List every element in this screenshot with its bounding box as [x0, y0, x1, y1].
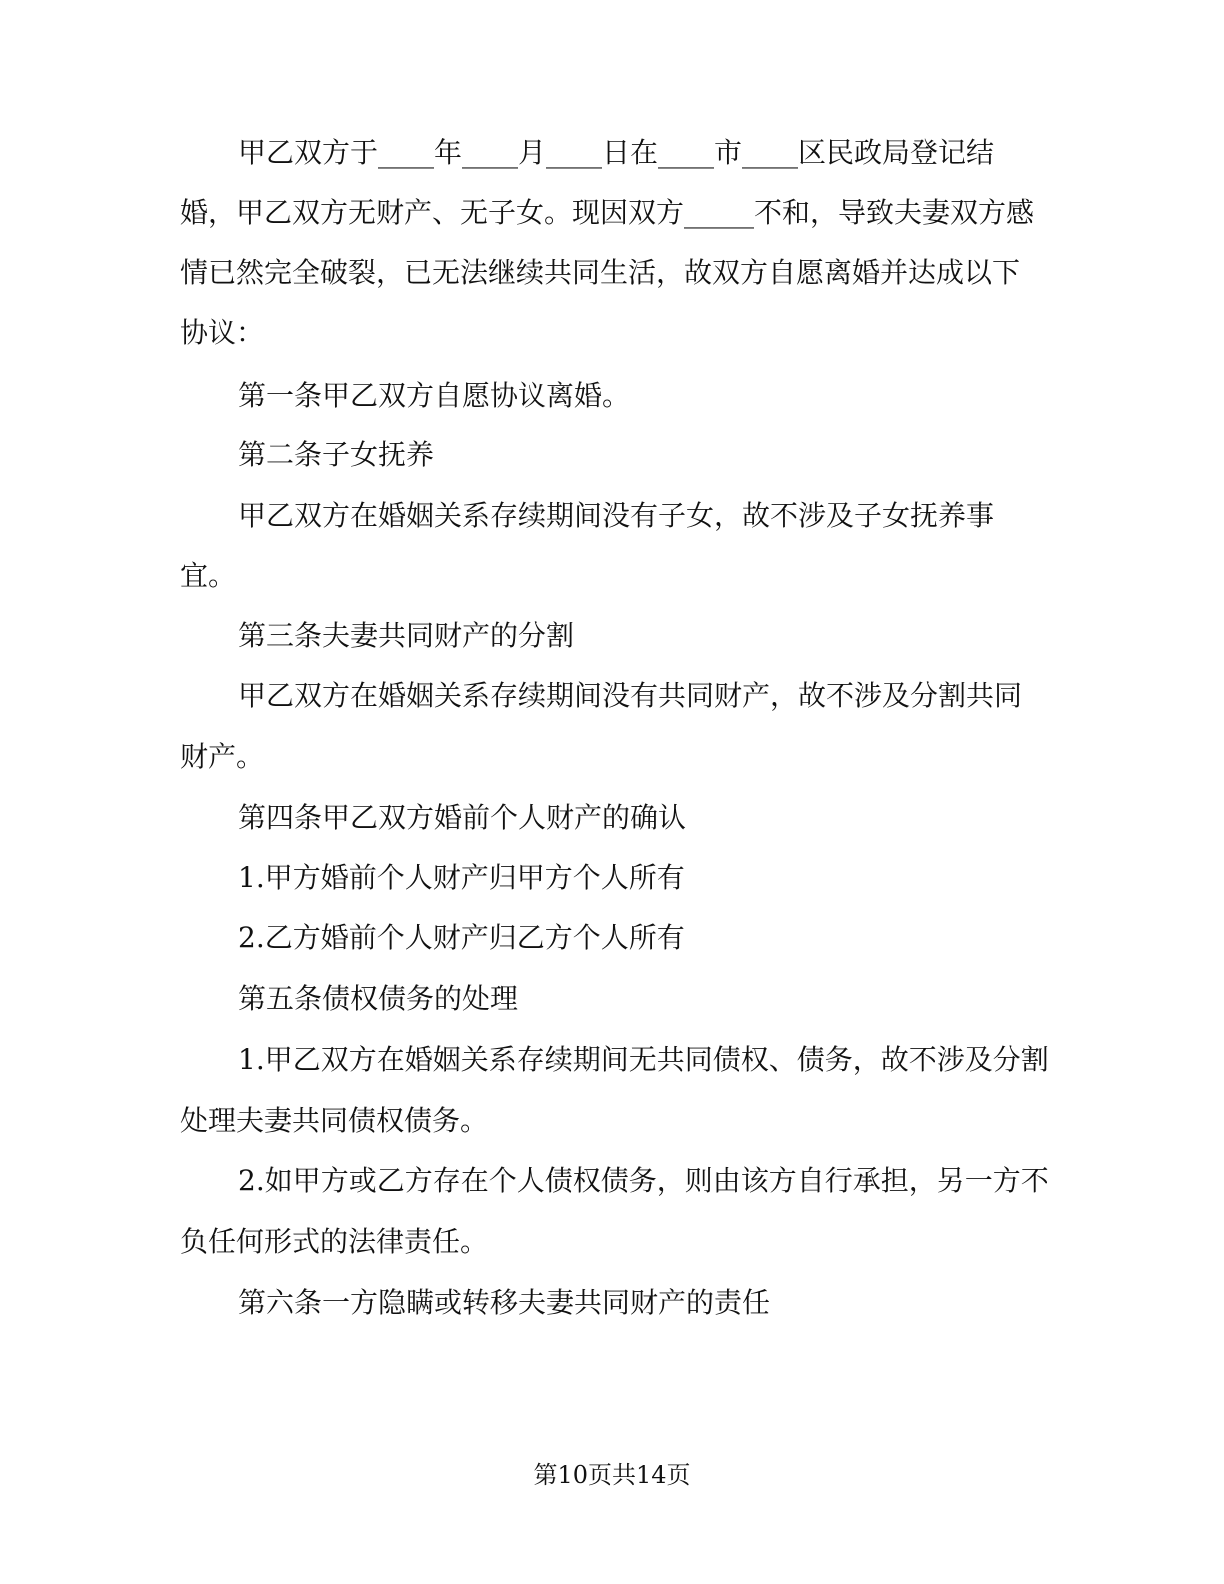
- article-heading: 第四条甲乙双方婚前个人财产的确认: [238, 801, 687, 834]
- text-line: 协议：: [180, 316, 265, 349]
- text-line: 情已然完全破裂，已无法继续共同生活，故双方自愿离婚并达成以下: [180, 256, 1021, 289]
- text-line: 甲乙双方于____年____月____日在____市____区民政局登记结: [238, 136, 995, 169]
- article-heading: 第六条一方隐瞒或转移夫妻共同财产的责任: [238, 1286, 771, 1319]
- article-heading: 第五条债权债务的处理: [238, 982, 519, 1015]
- list-item: 1.甲乙双方在婚姻关系存续期间无共同债权、债务，故不涉及分割: [238, 1043, 1049, 1076]
- list-item: 2.乙方婚前个人财产归乙方个人所有: [238, 921, 685, 954]
- page-number-footer: 第10页共14页: [533, 1461, 691, 1489]
- article-heading: 第三条夫妻共同财产的分割: [238, 619, 575, 652]
- text-line: 甲乙双方在婚姻关系存续期间没有共同财产，故不涉及分割共同: [238, 679, 1023, 712]
- article-heading: 第一条甲乙双方自愿协议离婚。: [238, 379, 631, 412]
- text-line: 财产。: [180, 740, 265, 773]
- text-line: 处理夫妻共同债权债务。: [180, 1104, 489, 1137]
- list-item: 2.如甲方或乙方存在个人债权债务，则由该方自行承担，另一方不: [238, 1164, 1049, 1197]
- text-line: 负任何形式的法律责任。: [180, 1225, 489, 1258]
- text-line: 宜。: [180, 559, 237, 592]
- text-line: 婚，甲乙双方无财产、无子女。现因双方_____不和，导致夫妻双方感: [180, 196, 1035, 229]
- article-heading: 第二条子女抚养: [238, 438, 435, 471]
- list-item: 1.甲方婚前个人财产归甲方个人所有: [238, 861, 685, 894]
- text-line: 甲乙双方在婚姻关系存续期间没有子女，故不涉及子女抚养事: [238, 499, 995, 532]
